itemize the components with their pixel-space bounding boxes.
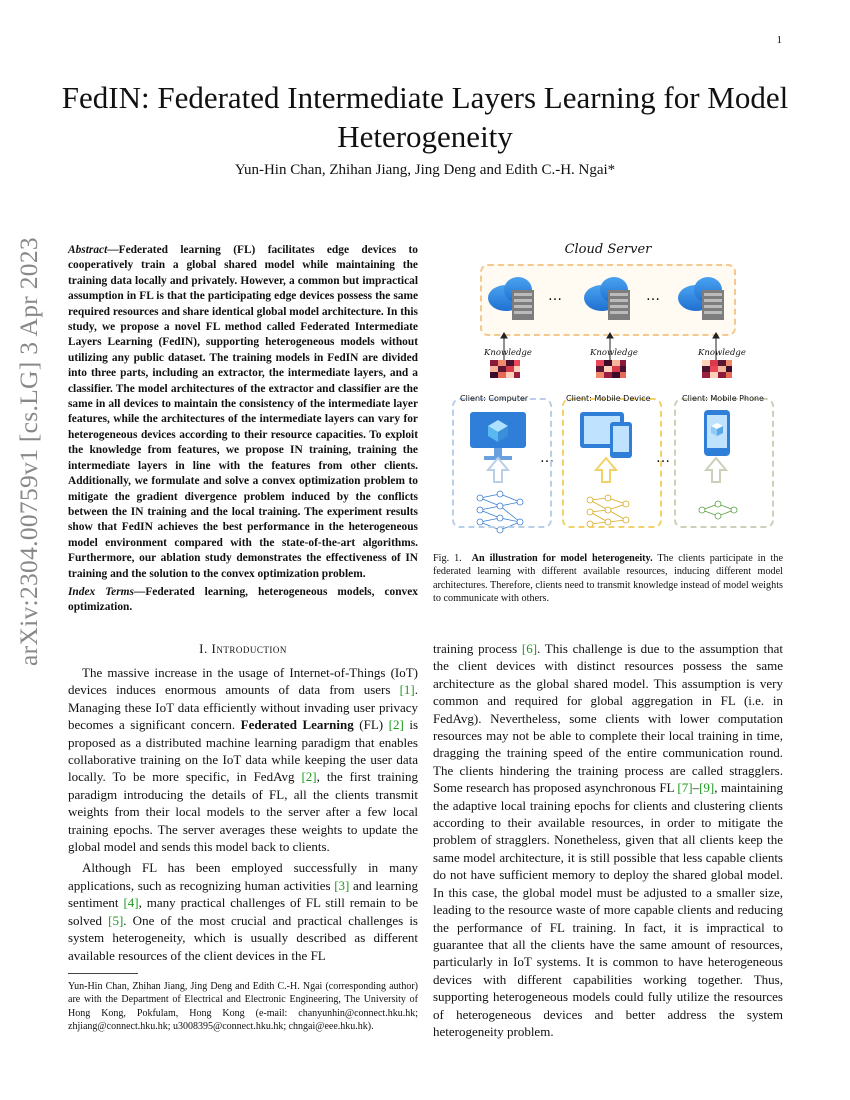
cloud-server-icon	[584, 277, 630, 320]
intro-paragraph-3	[433, 640, 783, 1040]
bold-term: Federated Learning	[240, 717, 354, 733]
figure-caption	[433, 552, 783, 606]
page-number: 1	[776, 34, 782, 46]
abstract-label: Abstract	[68, 244, 108, 256]
citation-link[interactable]: [3]	[334, 877, 350, 893]
client-mobile-device-box	[562, 398, 662, 528]
knowledge-label: Knowledge	[698, 348, 746, 358]
citation-link[interactable]: [2]	[388, 717, 404, 733]
paper-authors: Yun-Hin Chan, Zhihan Jiang, Jing Deng and Edith C.-H. Ngai*	[234, 162, 616, 178]
text-run: training process	[433, 641, 522, 656]
abstract	[68, 243, 418, 582]
figure-1	[450, 240, 790, 540]
cloud-server-icon	[678, 277, 724, 320]
text-run: Although FL has been employed successfully in many applications, such as recognizing human activities	[68, 860, 418, 893]
text-run: . This challenge is due to the assumption that the client devices with distinct resources possess the same architecture as the global shared model. This assumption is very common and required for global aggregation in FL (i.e. in FedAvg). Nevertheless, some clients with lower computation resources may not be able to complete their local training in time, dragging the training speed of the entire communication round. The clients hindering the training process are called stragglers. Some research has proposed asynchronous FL	[433, 641, 783, 796]
knowledge-heatmap	[490, 360, 520, 378]
knowledge-label: Knowledge	[484, 348, 532, 358]
citation-link[interactable]: [7]	[677, 780, 693, 796]
ellipsis: …	[656, 450, 670, 466]
text-run: and learning sentiment	[68, 877, 418, 911]
index-terms-label: Index Terms	[68, 586, 134, 598]
knowledge-heatmap	[596, 360, 626, 378]
citation-link[interactable]: [5]	[108, 912, 124, 928]
text-run: , the first training paradigm introducing the details of FL, all the clients transmit weights from their local models to the server after a few local training epochs. The server averages these weights to update the global model and sends this model back to clients.	[68, 769, 418, 855]
text-run: (FL)	[353, 717, 389, 733]
intro-paragraph-1	[68, 664, 418, 855]
ellipsis: …	[540, 450, 554, 466]
right-column-body	[433, 640, 783, 1040]
text-run: . One of the most crucial and practical challenges is system heterogeneity, which is usually described as different available resources of the client devices in the FL	[68, 912, 418, 963]
caption-text: The clients participate in the federated learning with different available resources, inducing different model architectures. Therefore, clients need to transmit knowledge instead of model weights to communicate with others.	[433, 553, 783, 605]
section-heading-text: I. Introduction	[199, 641, 287, 656]
intro-paragraph-2	[68, 859, 418, 963]
text-run: , many practical challenges of FL still remain to be solved	[68, 895, 418, 928]
client-label: Client: Mobile Device	[566, 394, 651, 403]
ellipsis: …	[548, 288, 562, 304]
knowledge-label: Knowledge	[590, 348, 638, 358]
abstract-text: —Federated learning (FL) facilitates edge devices to cooperatively train a global shared model while maintaining the training data locally and privately. However, a common but impractical assumption in FL is that the participating edge devices possess the same required resources and share identical global model architecture. In this study, we propose a novel FL method called Federated Intermediate Layers Learning (FedIN), supporting heterogeneous models without utilizing any public dataset. The training models in FedIN are divided into three parts, including an extractor, the intermediate layers, and a classifier. The model architectures of the extractor and classifier are the same in all devices to maintain the consistency of the intermediate layer features, while the architectures of the intermediate layers can vary for heterogeneous devices according to their resource capacities. To exploit the knowledge from features, we propose IN training, training the intermediate layers in line with the features from other clients. Additionally, we formulate and solve a convex optimization problem to mitigate the gradient divergence problem induced by the conflicts between the IN training and the local training. The experiment results show that FedIN achieves the best performance in the heterogeneous model environment compared with the state-of-the-art algorithms. Furthermore, our ablation study demonstrates the effectiveness of IN training and the solution to the convex optimization problem.	[68, 244, 418, 580]
citation-link[interactable]: [1]	[399, 682, 415, 698]
text-run: The massive increase in the usage of Internet-of-Things (IoT) devices induces enormous amounts of data from users	[68, 665, 418, 698]
caption-label: Fig. 1.	[433, 553, 462, 564]
index-terms	[68, 585, 418, 616]
citation-link[interactable]: [9]	[699, 780, 715, 796]
citation-link[interactable]: [2]	[301, 769, 317, 785]
client-mobile-phone-box	[674, 398, 774, 528]
footnote-rule	[68, 973, 138, 974]
client-label: Client: Computer	[460, 394, 529, 403]
arxiv-id: arXiv:2304.00759v1 [cs.LG] 3 Apr 2023	[14, 237, 43, 666]
text-run: is proposed as a distributed machine learning paradigm that enables collaborative training on the IoT data while keeping the user data locally. To be more specific, in FedAvg	[68, 717, 419, 785]
text-run: . Managing these IoT data efficiently without invading user privacy becomes a significant concern.	[68, 682, 418, 733]
text-run: –	[692, 780, 700, 796]
client-label: Client: Mobile Phone	[682, 394, 764, 403]
knowledge-heatmap	[702, 360, 732, 378]
section-heading	[68, 641, 418, 657]
index-terms-text: —Federated learning, heterogeneous models, convex optimization.	[68, 586, 418, 614]
left-column-body	[68, 664, 418, 964]
text-run: , maintaining the adaptive local training epochs for clients and clustering clients according to their available resources, in order to mitigate the problem of stragglers. Nonetheless, given that all clients keep the same model architecture, it is still possible that less capable clients do not have sufficient memory to deploy the shared global model. In this case, the global model must be adjusted to a smaller size, leading to the resource waste of more capable clients and reducing the performance of FL training. In fact, it is impractical to guarantee that all the clients have the same amount of resources, particularly in IoT systems. It is common to have heterogeneous devices with different capabilities working together. Thus, supporting heterogeneous models could fully utilize the resources of heterogeneous devices and better address the system heterogeneity problem.	[433, 780, 783, 1039]
footnote: Yun-Hin Chan, Zhihan Jiang, Jing Deng and Edith C.-H. Ngai (corresponding author) are with the Department of Electrical and Electronic Engineering, The University of Hong Kong, Pokfulam, Hong Kong (e-mail: chanyunhin@connect.hku.hk; zhjiang@connect.hku.hk; u3008395@connect.hku.hk; chngai@eee.hku.hk).	[68, 981, 418, 1033]
caption-bold: An illustration for model heterogeneity.	[471, 553, 653, 564]
cloud-server-icon	[488, 277, 534, 320]
figure-title: Cloud Server	[564, 242, 652, 257]
arxiv-stamp	[14, 237, 58, 666]
paper-title: FedIN: Federated Intermediate Layers Learning for Model Heterogeneity	[61, 80, 789, 154]
citation-link[interactable]: [6]	[521, 641, 538, 656]
ellipsis: …	[646, 288, 660, 304]
client-computer-box	[452, 398, 552, 528]
citation-link[interactable]: [4]	[123, 895, 139, 911]
